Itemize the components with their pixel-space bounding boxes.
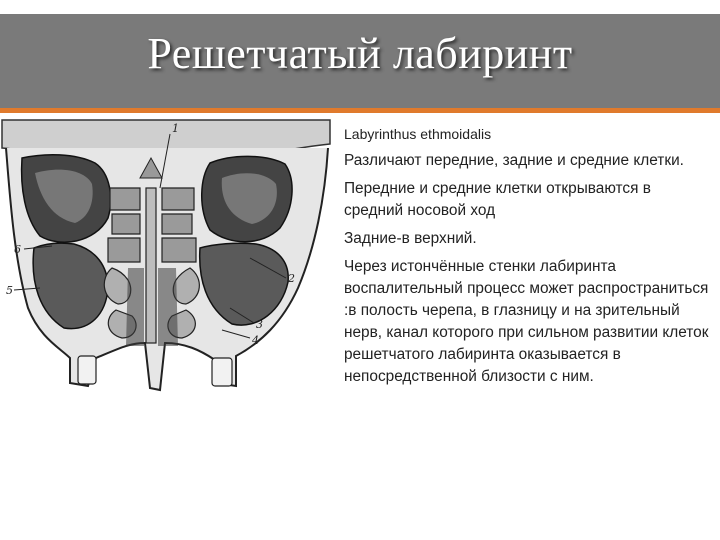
figure-label-6: 6 bbox=[14, 243, 21, 256]
paragraph-inflammation: Через истончённые стенки лабиринта воспалительный процесс может распространиться :в полость черепа, в глазницу и на зрительный нерв, канал которого при сильном развитии клеток решетчатого лабиринта оказывается в непосредственной близости с ним. bbox=[344, 258, 709, 385]
latin-name: Labyrinthus ethmoidalis bbox=[344, 126, 492, 142]
ethmoid-labyrinth-illustration bbox=[0, 118, 333, 400]
slide-title: Решетчатый лабиринт bbox=[147, 29, 573, 78]
accent-bar bbox=[0, 108, 720, 113]
paragraph-anterior-middle: Передние и средние клетки открываются в средний носовой ход bbox=[344, 180, 651, 219]
figure-label-2: 2 bbox=[288, 272, 295, 285]
paragraph-posterior: Задние-в верхний. bbox=[344, 230, 477, 247]
figure-label-1: 1 bbox=[172, 122, 179, 135]
figure-label-5: 5 bbox=[6, 284, 13, 297]
paragraph-cell-types: Различают передние, задние и средние клетки. bbox=[344, 152, 684, 169]
text-column bbox=[344, 124, 712, 394]
figure-label-3: 3 bbox=[256, 318, 263, 331]
figure-label-4: 4 bbox=[252, 334, 259, 347]
